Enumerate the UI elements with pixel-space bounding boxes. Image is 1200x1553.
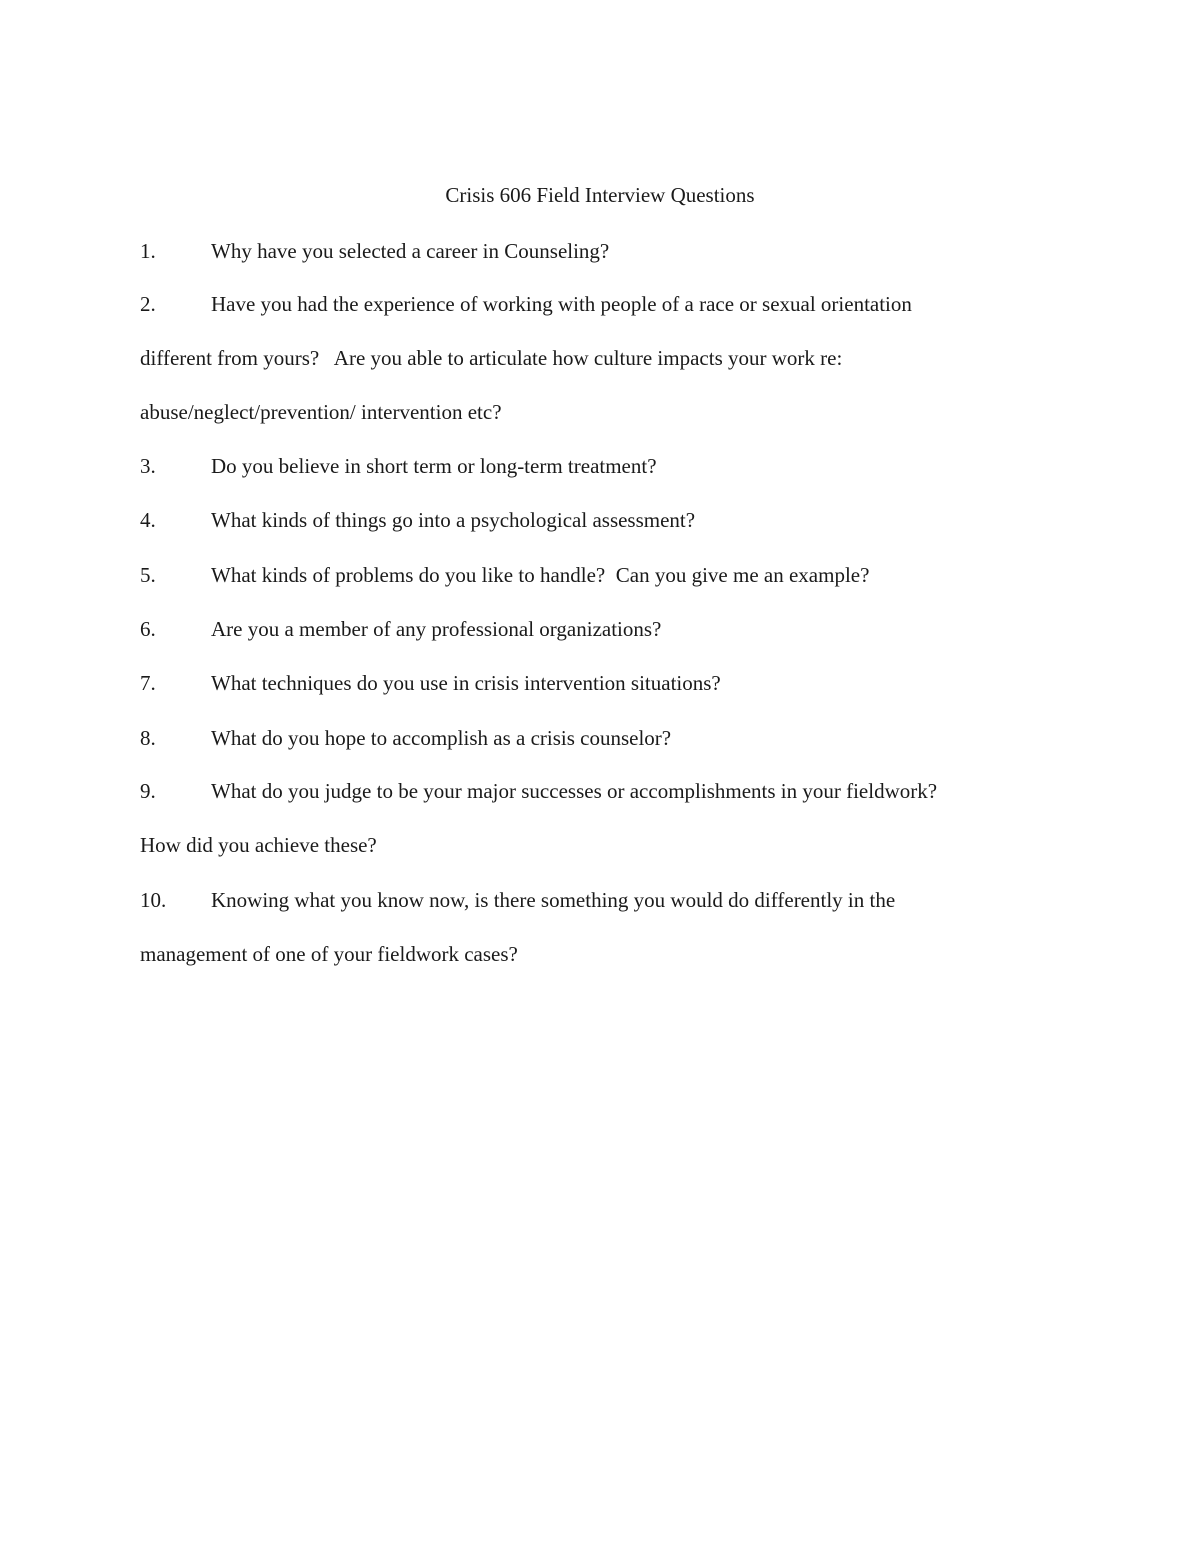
- document-title: Crisis 606 Field Interview Questions: [445, 183, 755, 207]
- question-4-number: 4.: [140, 508, 156, 532]
- question-3-number: 3.: [140, 454, 156, 478]
- question-10-text-line-2: management of one of your fieldwork cases?: [140, 942, 518, 966]
- question-4-text: What kinds of things go into a psychological assessment?: [211, 508, 696, 532]
- question-3-text: Do you believe in short term or long-term treatment?: [211, 454, 657, 478]
- question-6-text: Are you a member of any professional organizations?: [211, 617, 662, 641]
- question-10-number: 10.: [140, 888, 167, 912]
- question-6-number: 6.: [140, 617, 156, 641]
- question-8-text: What do you hope to accomplish as a crisis counselor?: [211, 726, 672, 750]
- question-2-number: 2.: [140, 292, 156, 316]
- question-10-text-line-1: Knowing what you know now, is there something you would do differently in the: [211, 888, 896, 912]
- question-5-number: 5.: [140, 563, 156, 587]
- question-7-text: What techniques do you use in crisis intervention situations?: [211, 671, 721, 695]
- question-2-text-line-2: different from yours? Are you able to articulate how culture impacts your work re:: [140, 346, 843, 370]
- question-7-number: 7.: [140, 671, 156, 695]
- question-9-number: 9.: [140, 779, 156, 803]
- question-1-text: Why have you selected a career in Counseling?: [211, 239, 610, 263]
- question-2-text-line-1: Have you had the experience of working with people of a race or sexual orientation: [211, 292, 912, 316]
- question-2-text-line-3: abuse/neglect/prevention/ intervention etc?: [140, 400, 502, 424]
- question-1-number: 1.: [140, 239, 156, 263]
- question-9-text-line-1: What do you judge to be your major successes or accomplishments in your fieldwork?: [211, 779, 938, 803]
- question-5-text: What kinds of problems do you like to handle? Can you give me an example?: [211, 563, 870, 587]
- question-9-text-line-2: How did you achieve these?: [140, 833, 377, 857]
- question-8-number: 8.: [140, 726, 156, 750]
